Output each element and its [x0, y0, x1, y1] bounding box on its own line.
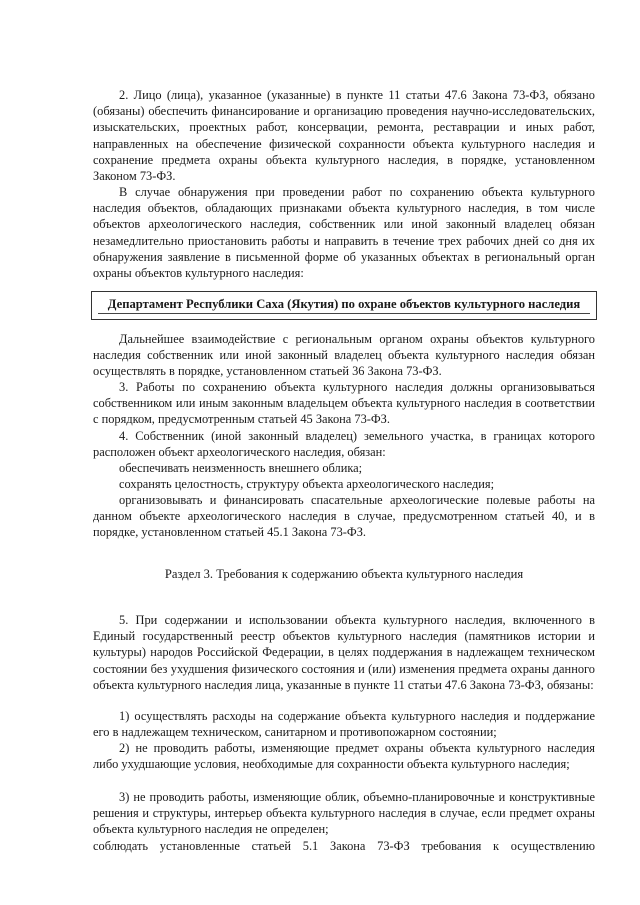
- paragraph-requirements: соблюдать установленные статьей 5.1 Закона 73-ФЗ требования к осуществлению: [93, 839, 595, 853]
- section-heading: Раздел 3. Требования к содержанию объекта культурного наследия: [164, 567, 524, 581]
- list-item-no-appearance-changes: 3) не проводить работы, изменяющие облик, объемно-планировочные и конструктивные решения и структуры, интерьер объекта культурного наследия в случае, если предмет охраны объекта культурного наследия не определен;: [93, 790, 595, 837]
- box-underline: [98, 313, 590, 314]
- list-item-rescue-works: организовывать и финансировать спасательные археологические полевые работы на данном объекте археологического наследия в случае, предусмотренном статьей 40, и в порядке, установленном статьей 45.1 Закона 73-ФЗ.: [93, 493, 595, 540]
- authority-box: [91, 291, 597, 320]
- list-item-integrity: сохранять целостность, структуру объекта археологического наследия;: [119, 477, 495, 491]
- list-item-appearance: обеспечивать неизменность внешнего облика;: [119, 461, 363, 475]
- paragraph-interaction: Дальнейшее взаимодействие с региональным органом охраны объектов культурного наследия собственник или иной законный владелец объекта культурного наследия обязан осуществлять в порядке, установленном статьей 36 Закона 73-ФЗ.: [93, 332, 595, 379]
- list-item-expenses: 1) осуществлять расходы на содержание объекта культурного наследия и поддержание его в надлежащем техническом, санитарном и противопожарном состоянии;: [93, 709, 595, 740]
- paragraph-item-4: 4. Собственник (иной законный владелец) земельного участка, в границах которого расположен объект археологического наследия, обязан:: [93, 429, 595, 460]
- paragraph-discovery-notice: В случае обнаружения при проведении работ по сохранению объекта культурного наследия объектов, обладающих признаками объекта культурного наследия, в том числе объектов археологического наследия, собственник или иной законный владелец обязан незамедлительно приостановить работы и направить в течение трех рабочих дней со дня их обнаружения заявление в письменной форме об указанных объектах в региональный орган охраны объектов культурного наследия:: [93, 185, 595, 281]
- authority-name: Департамент Республики Саха (Якутия) по охране объектов культурного наследия: [107, 297, 581, 311]
- paragraph-item-3: 3. Работы по сохранению объекта культурного наследия должны организовываться собственником или иным законным владельцем объекта культурного наследия в соответствии с порядком, предусмотренным статьей 45 Закона 73-ФЗ.: [93, 380, 595, 427]
- paragraph-item-5: 5. При содержании и использовании объекта культурного наследия, включенного в Единый государственный реестр объектов культурного наследия (памятников истории и культуры) народов Российской Федерации, в целях поддержания в надлежащем техническом состоянии без ухудшения физического состояния и (или) изменения предмета охраны данного объекта культурного наследия лица, указанные в пункте 11 статьи 47.6 Закона 73-ФЗ, обязаны:: [93, 613, 595, 692]
- list-item-no-protection-changes: 2) не проводить работы, изменяющие предмет охраны объекта культурного наследия либо ухудшающие условия, необходимые для сохранности объекта культурного наследия;: [93, 741, 595, 772]
- paragraph-item-2: 2. Лицо (лица), указанное (указанные) в пункте 11 статьи 47.6 Закона 73-ФЗ, обязано (обязаны) обеспечить финансирование и организацию проведения научно-исследовательских, изыскательских, проектных работ, консервации, ремонта, реставрации и иных работ, направленных на обеспечение физической сохранности объекта культурного наследия и сохранение предмета охраны объекта культурного наследия, в порядке, установленном Законом 73-ФЗ.: [93, 88, 595, 184]
